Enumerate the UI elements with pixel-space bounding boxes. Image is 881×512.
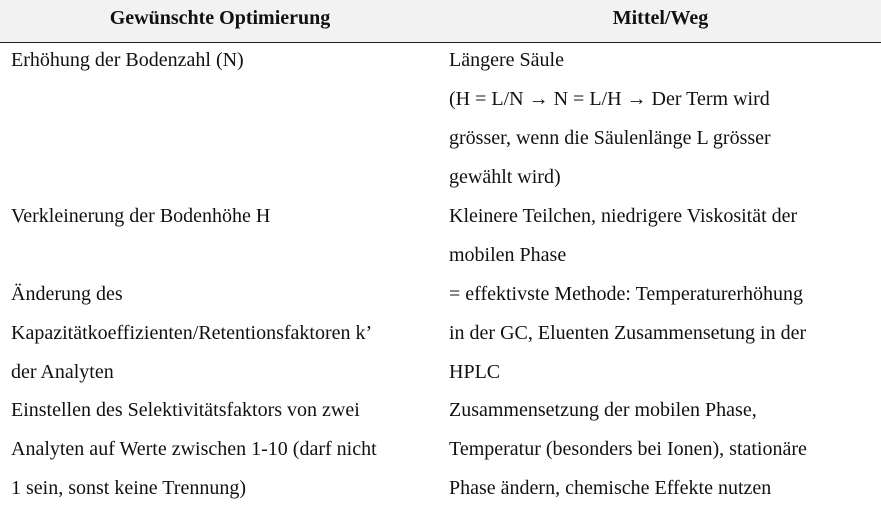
row2-optimization-line1: Verkleinerung der Bodenhöhe H bbox=[11, 205, 271, 227]
row4-means-line3: Phase ändern, chemische Effekte nutzen bbox=[449, 477, 772, 499]
row4-optimization-line3: 1 sein, sonst keine Trennung) bbox=[11, 477, 246, 499]
row4-optimization-line1: Einstellen des Selektivitätsfaktors von zwei bbox=[11, 399, 360, 421]
row1-means-line3: grösser, wenn die Säulenlänge L grösser bbox=[449, 127, 771, 149]
header-means: Mittel/Weg bbox=[612, 7, 709, 29]
row1-means-line1: Längere Säule bbox=[449, 49, 564, 71]
row2-means-line1: Kleinere Teilchen, niedrigere Viskosität der bbox=[449, 205, 798, 227]
row1-optimization-line1: Erhöhung der Bodenzahl (N) bbox=[11, 49, 244, 71]
header-optimization: Gewünschte Optimierung bbox=[109, 7, 331, 29]
row3-means-line2: in der GC, Eluenten Zusammensetung in der bbox=[449, 322, 807, 344]
row4-means-line1: Zusammensetzung der mobilen Phase, bbox=[449, 399, 757, 421]
row1-means-line2: (H = L/N → N = L/H → Der Term wird bbox=[449, 88, 770, 110]
row2-means-line2: mobilen Phase bbox=[449, 244, 567, 266]
row4-means-line2: Temperatur (besonders bei Ionen), stationäre bbox=[449, 438, 807, 460]
row3-optimization-line1: Änderung des bbox=[11, 283, 123, 305]
row4-optimization-line2: Analyten auf Werte zwischen 1-10 (darf nicht bbox=[11, 438, 377, 460]
row3-means-line3: HPLC bbox=[449, 361, 501, 383]
row3-optimization-line3: der Analyten bbox=[11, 361, 114, 383]
row3-optimization-line2: Kapazitätkoeffizienten/Retentionsfaktoren k’ bbox=[11, 322, 373, 344]
row1-means-line4: gewählt wird) bbox=[449, 166, 561, 188]
table-header bbox=[0, 0, 881, 43]
row3-means-line1: = effektivste Methode: Temperaturerhöhung bbox=[449, 283, 804, 305]
